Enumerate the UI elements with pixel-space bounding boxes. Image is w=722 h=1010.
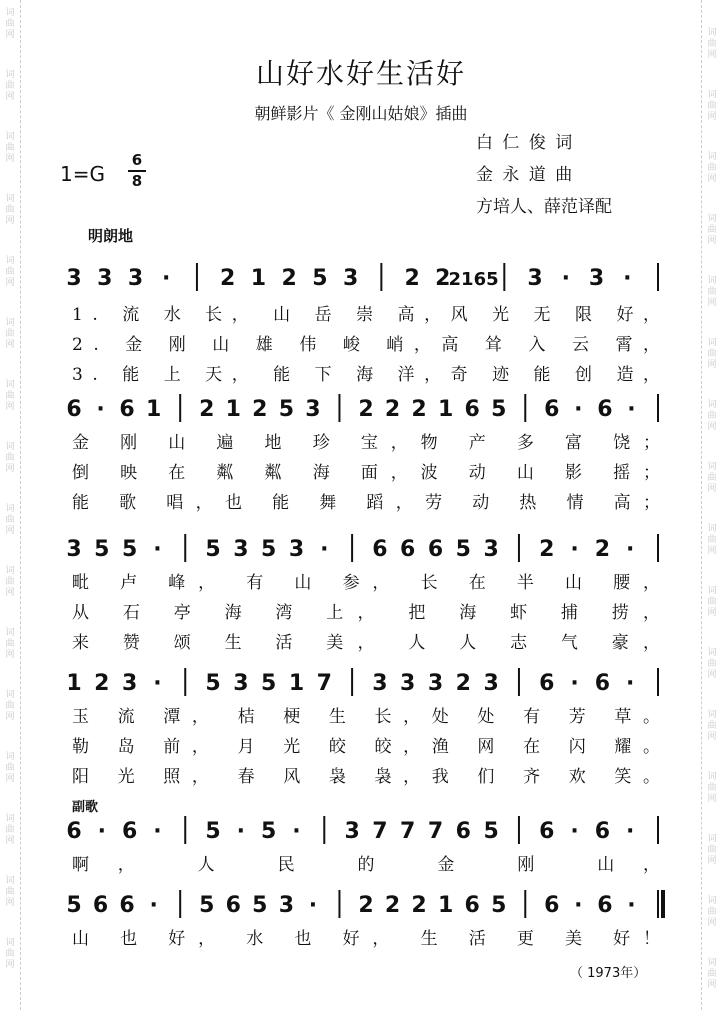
watermark: 词 曲 网 <box>5 132 15 164</box>
note-token: · <box>153 537 162 562</box>
time-signature-top: 6 <box>131 151 143 169</box>
note-token: 2 <box>94 671 110 696</box>
watermark: 词 曲 网 <box>5 938 15 970</box>
note-token: 3 <box>427 671 444 696</box>
note-token: 2 <box>539 537 555 562</box>
note-token: 5 <box>312 266 328 291</box>
note-token: 1 <box>437 893 454 918</box>
note-token: 5 <box>491 893 507 918</box>
lyric-line: 来 赞 颂 生 活 美， 人 人 志 气 豪， <box>72 633 660 653</box>
watermark: 词 曲 网 <box>5 814 15 846</box>
note-token: 3 <box>400 671 416 696</box>
note-token: 5 <box>455 537 471 562</box>
watermark: 词 曲 网 <box>707 958 717 990</box>
note-token: · <box>292 819 301 844</box>
note-token: 3 <box>66 537 82 562</box>
note-token: 2 <box>404 266 420 291</box>
note-token: 5 <box>261 671 277 696</box>
note-token: · <box>96 397 105 422</box>
lyric-line: 金 刚 山 遍 地 珍 宝，物 产 多 富 饶； <box>72 433 661 453</box>
watermark: 词 曲 网 <box>707 462 717 494</box>
note-token: 6 <box>119 397 135 422</box>
watermark: 词 曲 网 <box>707 648 717 680</box>
note-token: · <box>97 819 106 844</box>
watermark: 词 曲 网 <box>707 276 717 308</box>
note-token: 5 <box>121 537 138 562</box>
watermark: 词 曲 网 <box>5 70 15 102</box>
note-token: 2 <box>411 893 427 918</box>
translator-credit: 方培人、薛范译配 <box>476 197 612 217</box>
note-token: · <box>153 671 162 696</box>
note-token: · <box>623 266 632 291</box>
note-token: 5 <box>94 537 110 562</box>
note-token: · <box>626 537 635 562</box>
note-token: 6 <box>539 671 555 696</box>
time-signature-bottom: 8 <box>131 172 143 190</box>
note-token: 6 <box>594 819 611 844</box>
note-token: 2 <box>199 397 215 422</box>
note-token: 5 <box>278 397 295 422</box>
note-token: 1 <box>66 671 82 696</box>
note-token: 3 <box>305 397 321 422</box>
note-token: 6 <box>92 893 109 918</box>
watermark: 词 曲 网 <box>707 710 717 742</box>
note-token: 1 <box>225 397 241 422</box>
note-token: 6 <box>455 819 471 844</box>
watermark: 词 曲 网 <box>5 752 15 784</box>
note-token: 6 <box>544 397 560 422</box>
note-token: · <box>627 893 636 918</box>
note-token: 6 <box>597 397 613 422</box>
watermark: 词 曲 网 <box>707 586 717 618</box>
note-token: 2 <box>358 893 374 918</box>
note-token: 7 <box>427 819 444 844</box>
note-token: 6 <box>225 893 241 918</box>
lyric-line: 阳 光 照， 春 风 袅 袅，我 们 齐 欢 笑。 <box>72 767 660 787</box>
note-token: · <box>570 819 579 844</box>
lyric-line: 2. 金 刚 山 雄 伟 峻 峭，高 耸 入 云 霄， <box>72 335 660 355</box>
lyric-line: 能 歌 唱，也 能 舞 蹈，劳 动 热 情 高； <box>72 493 660 513</box>
note-token: 3 <box>588 266 605 291</box>
note-token: 6 <box>66 397 82 422</box>
note-token: 7 <box>372 819 388 844</box>
tempo-marking: 明朗地 <box>88 227 134 245</box>
note-token: 5 <box>252 893 268 918</box>
lyric-line: 啊， 人 民 的 金 刚 山， <box>72 855 660 875</box>
note-token: 2 <box>220 266 236 291</box>
note-token: 2165 <box>448 269 499 290</box>
year-note: （ 1973年） <box>570 966 647 981</box>
note-token: 7 <box>400 819 416 844</box>
note-token: 3 <box>372 671 388 696</box>
watermark: 词 曲 网 <box>5 876 15 908</box>
note-token: 6 <box>464 397 480 422</box>
note-token: · <box>162 266 171 291</box>
note-token: 2 <box>455 671 471 696</box>
watermark: 词 曲 网 <box>5 690 15 722</box>
note-token: · <box>153 819 162 844</box>
note-token: 3 <box>483 537 499 562</box>
note-token: 5 <box>205 537 221 562</box>
note-token: · <box>236 819 246 844</box>
lyric-line: 从 石 亭 海 湾 上， 把 海 虾 捕 捞， <box>72 603 660 623</box>
watermark: 词 曲 网 <box>5 256 15 288</box>
note-token: · <box>570 537 579 562</box>
note-token: 1 <box>437 397 454 422</box>
watermark: 词 曲 网 <box>5 566 15 598</box>
note-token: 3 <box>127 266 144 291</box>
note-token: 2 <box>594 537 611 562</box>
watermark: 词 曲 网 <box>707 338 717 370</box>
note-token: · <box>320 537 329 562</box>
note-token: 5 <box>261 537 277 562</box>
lyric-line: 毗 卢 峰， 有 山 参， 长 在 半 山 腰， <box>72 573 661 593</box>
note-token: 3 <box>121 671 138 696</box>
note-token: 5 <box>491 397 507 422</box>
watermark: 词 曲 网 <box>707 524 717 556</box>
note-token: 6 <box>464 893 480 918</box>
watermark: 词 曲 网 <box>707 834 717 866</box>
note-token: · <box>627 397 636 422</box>
chorus-label: 副歌 <box>72 800 99 815</box>
note-token: 6 <box>544 893 560 918</box>
lyric-line: 倒 映 在 粼 粼 海 面，波 动 山 影 摇； <box>72 463 661 483</box>
note-token: 2 <box>435 266 451 291</box>
note-token: · <box>574 397 583 422</box>
lyric-line: 勒 岛 前， 月 光 皎 皎，渔 网 在 闪 耀。 <box>72 737 660 757</box>
note-token: · <box>561 266 570 291</box>
song-title: 山好水好生活好 <box>255 57 466 90</box>
note-token: 3 <box>342 266 359 291</box>
note-token: 6 <box>119 893 135 918</box>
note-token: 5 <box>66 893 82 918</box>
key-signature: 1=G <box>60 162 105 186</box>
note-token: 3 <box>66 266 82 291</box>
watermark: 词 曲 网 <box>707 28 717 60</box>
watermark: 词 曲 网 <box>707 896 717 928</box>
composer-credit: 金 永 道 曲 <box>476 165 575 185</box>
note-token: 3 <box>233 671 249 696</box>
note-token: 3 <box>233 537 249 562</box>
note-token: 6 <box>400 537 416 562</box>
note-token: 2 <box>384 893 401 918</box>
note-token: 2 <box>281 266 297 291</box>
note-token: 6 <box>594 671 611 696</box>
watermark: 词 曲 网 <box>5 194 15 226</box>
watermark: 词 曲 网 <box>5 8 15 40</box>
note-token: 3 <box>97 266 113 291</box>
watermark: 词 曲 网 <box>707 152 717 184</box>
note-token: 6 <box>427 537 444 562</box>
note-token: 2 <box>411 397 427 422</box>
note-token: · <box>149 893 158 918</box>
watermark: 词 曲 网 <box>5 504 15 536</box>
note-token: · <box>308 893 318 918</box>
lyric-line: 玉 流 潭， 桔 梗 生 长，处 处 有 芳 草。 <box>72 707 660 727</box>
note-token: 5 <box>261 819 277 844</box>
note-token: 1 <box>288 671 305 696</box>
note-token: · <box>574 893 583 918</box>
song-subtitle: 朝鲜影片《 金刚山姑娘》插曲 <box>254 104 468 123</box>
note-token: 6 <box>597 893 613 918</box>
note-token: 2 <box>384 397 401 422</box>
watermark: 词 曲 网 <box>707 400 717 432</box>
note-token: 3 <box>483 671 499 696</box>
watermark: 词 曲 网 <box>707 90 717 122</box>
note-token: 1 <box>250 266 267 291</box>
note-token: · <box>626 671 635 696</box>
note-token: 6 <box>66 819 82 844</box>
note-token: 2 <box>252 397 268 422</box>
note-token: 2 <box>358 397 374 422</box>
watermark: 词 曲 网 <box>707 772 717 804</box>
note-token: 7 <box>316 671 332 696</box>
note-token: 1 <box>145 397 162 422</box>
lyric-line: 山 也 好， 水 也 好， 生 活 更 美 好！ <box>72 929 661 949</box>
note-token: · <box>626 819 635 844</box>
note-token: 5 <box>205 819 221 844</box>
note-token: 3 <box>527 266 543 291</box>
watermark: 词 曲 网 <box>707 214 717 246</box>
note-token: 5 <box>199 893 215 918</box>
watermark: 词 曲 网 <box>5 628 15 660</box>
watermark: 词 曲 网 <box>5 318 15 350</box>
lyric-line: 1. 流 水 长， 山 岳 崇 高，风 光 无 限 好， <box>72 305 660 325</box>
note-token: 5 <box>483 819 499 844</box>
lyricist-credit: 白 仁 俊 词 <box>476 133 575 153</box>
note-token: 6 <box>121 819 138 844</box>
note-token: 6 <box>539 819 555 844</box>
note-token: 6 <box>372 537 388 562</box>
note-token: 3 <box>344 819 360 844</box>
note-token: 5 <box>205 671 221 696</box>
note-token: 3 <box>288 537 305 562</box>
watermark: 词 曲 网 <box>5 380 15 412</box>
note-token: · <box>570 671 579 696</box>
watermark: 词 曲 网 <box>5 442 15 474</box>
lyric-line: 3. 能 上 天， 能 下 海 洋，奇 迹 能 创 造， <box>72 365 660 385</box>
note-token: 3 <box>278 893 295 918</box>
